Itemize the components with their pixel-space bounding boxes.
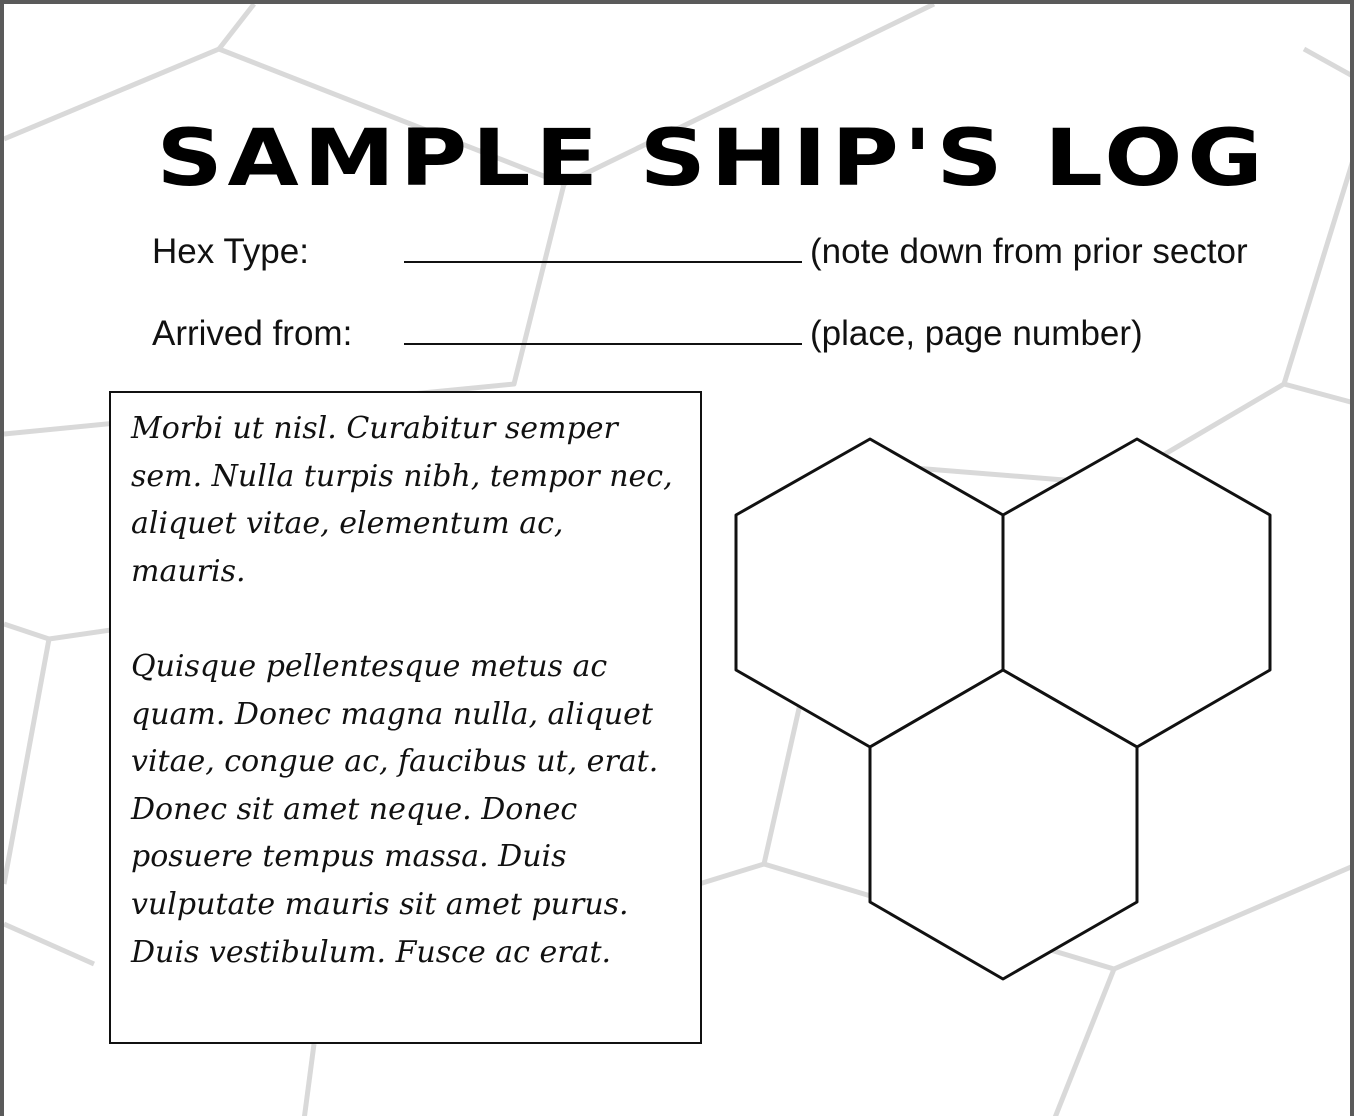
hex-map: [724, 429, 1284, 989]
log-paragraph-1: Morbi ut nisl. Curabitur semper sem. Nulla turpis nibh, tempor nec, aliquet vitae, elementum ac, mauris.: [131, 411, 673, 589]
arrived-from-note: (place, page number): [810, 314, 1143, 353]
log-text-box: [109, 391, 702, 1044]
hex-type-row: [152, 230, 1248, 274]
arrived-from-label: Arrived from:: [152, 314, 353, 353]
hex-type-blank[interactable]: [404, 235, 802, 263]
arrived-from-blank[interactable]: [404, 317, 802, 345]
arrived-from-row: [152, 312, 1143, 356]
page-title: SAMPLE SHIP'S LOG: [156, 114, 1268, 204]
hex-type-label: Hex Type:: [152, 232, 309, 271]
log-paragraph-2: Quisque pellentesque metus ac quam. Donec magna nulla, aliquet vitae, congue ac, faucibus ut, erat. Donec sit amet neque. Donec posuere tempus massa. Duis vulputate mauris sit amet purus. Duis vestibulum. Fusce ac erat.: [131, 648, 659, 970]
hex-type-note: (note down from prior sector: [810, 232, 1248, 271]
